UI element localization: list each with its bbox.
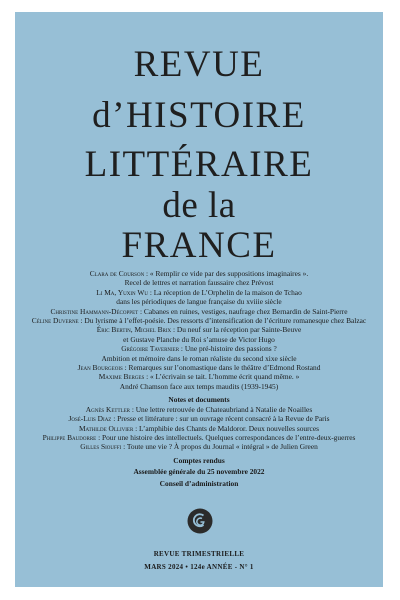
note-title: : L’amphibie des Chants de Maldoror. Deux nouvelles sources	[133, 423, 319, 433]
section-conseil: Conseil d’administration	[159, 478, 239, 488]
article-entry	[15, 325, 383, 344]
article-title-line2: et Gustave Planche du Roi s’amuse de Victor Hugo	[123, 334, 275, 344]
publisher-cg-logo-icon	[187, 508, 213, 534]
title-line-france: FRANCE	[121, 225, 277, 266]
title-line-de-la: de la	[162, 185, 236, 226]
article-author: Li Ma, Yuxin Wu	[96, 287, 148, 297]
article-title-line2: Recel de lettres et narration faussaire chez Prévost	[124, 278, 274, 288]
article-author: Céline Duverne	[31, 316, 79, 326]
note-entry	[15, 424, 383, 433]
article-author: Christine Hammann-Décoppet	[50, 306, 139, 316]
note-title: : Une lettre retrouvée de Chateaubriand à Natalie de Noailles	[129, 404, 313, 414]
table-of-contents	[15, 269, 383, 488]
article-author: Maxime Berges	[98, 372, 145, 382]
article-title-line2: dans les périodiques de langue française du xviiie siècle	[116, 297, 282, 307]
article-title-line1: : Une pré-histoire des passions ?	[179, 344, 277, 354]
article-author: Grégoire Tavernier	[121, 344, 180, 354]
notes-heading: Notes et documents	[168, 395, 230, 405]
note-author: Mathilde Ollivier	[78, 423, 134, 433]
note-entry	[15, 414, 383, 423]
article-title-line1: : Du neuf sur la réception par Sainte-Beuve	[171, 325, 302, 335]
note-entry	[15, 442, 383, 451]
note-entry	[15, 405, 383, 414]
section-comptes-rendus: Comptes rendus	[173, 455, 225, 465]
note-title: : Presse et littérature : sur un ouvrage récent consacré à la Revue de Paris	[111, 414, 330, 424]
article-entry	[15, 269, 383, 288]
article-author: Clara de Courson	[89, 269, 145, 278]
article-title-line1: : La réception de L’Orphelin de la maison de Tchao	[147, 287, 302, 297]
article-entry	[15, 344, 383, 363]
article-title-line1: : Du lyrisme à l’effet-poésie. Des ressorts d’intensification de l’écriture romanesque chez Balzac	[78, 316, 367, 326]
note-author: Philippe Baudorre	[42, 432, 97, 442]
article-entry	[15, 363, 383, 372]
article-entry	[15, 372, 383, 391]
journal-cover	[15, 12, 383, 587]
article-title-line1: : Cabanes en ruines, vestiges, naufrage chez Bernardin de Saint-Pierre	[138, 306, 348, 316]
article-author: Éric Bertin, Michel Brix	[96, 325, 172, 335]
article-entry	[15, 288, 383, 307]
article-title-line1: : Remarques sur l’onomastique dans le théâtre d’Edmond Rostand	[122, 363, 321, 373]
article-entry	[15, 307, 383, 316]
issue-date-label: MARS 2024 • 124e ANNÉE - N° 1	[144, 563, 254, 571]
title-line-litteraire: LITTÉRAIRE	[84, 144, 314, 185]
article-author: Jean Bourgeois	[77, 363, 123, 373]
section-assemblee-generale: Assemblée générale du 25 novembre 2022	[133, 467, 265, 477]
note-author: Gilles Siouffi	[80, 442, 122, 452]
article-title-line2: André Chamson face aux temps maudits (1939-1945)	[119, 381, 279, 391]
note-author: Agnès Kettler	[85, 404, 130, 414]
note-author: José-Luis Diaz	[68, 414, 112, 424]
note-title: : Toute une vie ? À propos du Journal « intégral » de Julien Green	[121, 442, 318, 452]
title-line-histoire: d’HISTOIRE	[92, 95, 306, 136]
article-title-line1: : « Remplir ce vide par des suppositions imaginaires ».	[144, 269, 309, 278]
article-title-line1: : « L’écrivain se tait. L’homme écrit quand même. »	[144, 372, 300, 382]
title-line-revue: REVUE	[133, 44, 265, 85]
note-title: : Pour une histoire des intellectuels. Quelques correspondances de l’entre-deux-guerres	[96, 432, 356, 442]
periodicity-label: REVUE TRIMESTRIELLE	[153, 550, 245, 558]
article-title-line2: Ambition et mémoire dans le roman réaliste du second xixe siècle	[101, 353, 297, 363]
note-entry	[15, 433, 383, 442]
